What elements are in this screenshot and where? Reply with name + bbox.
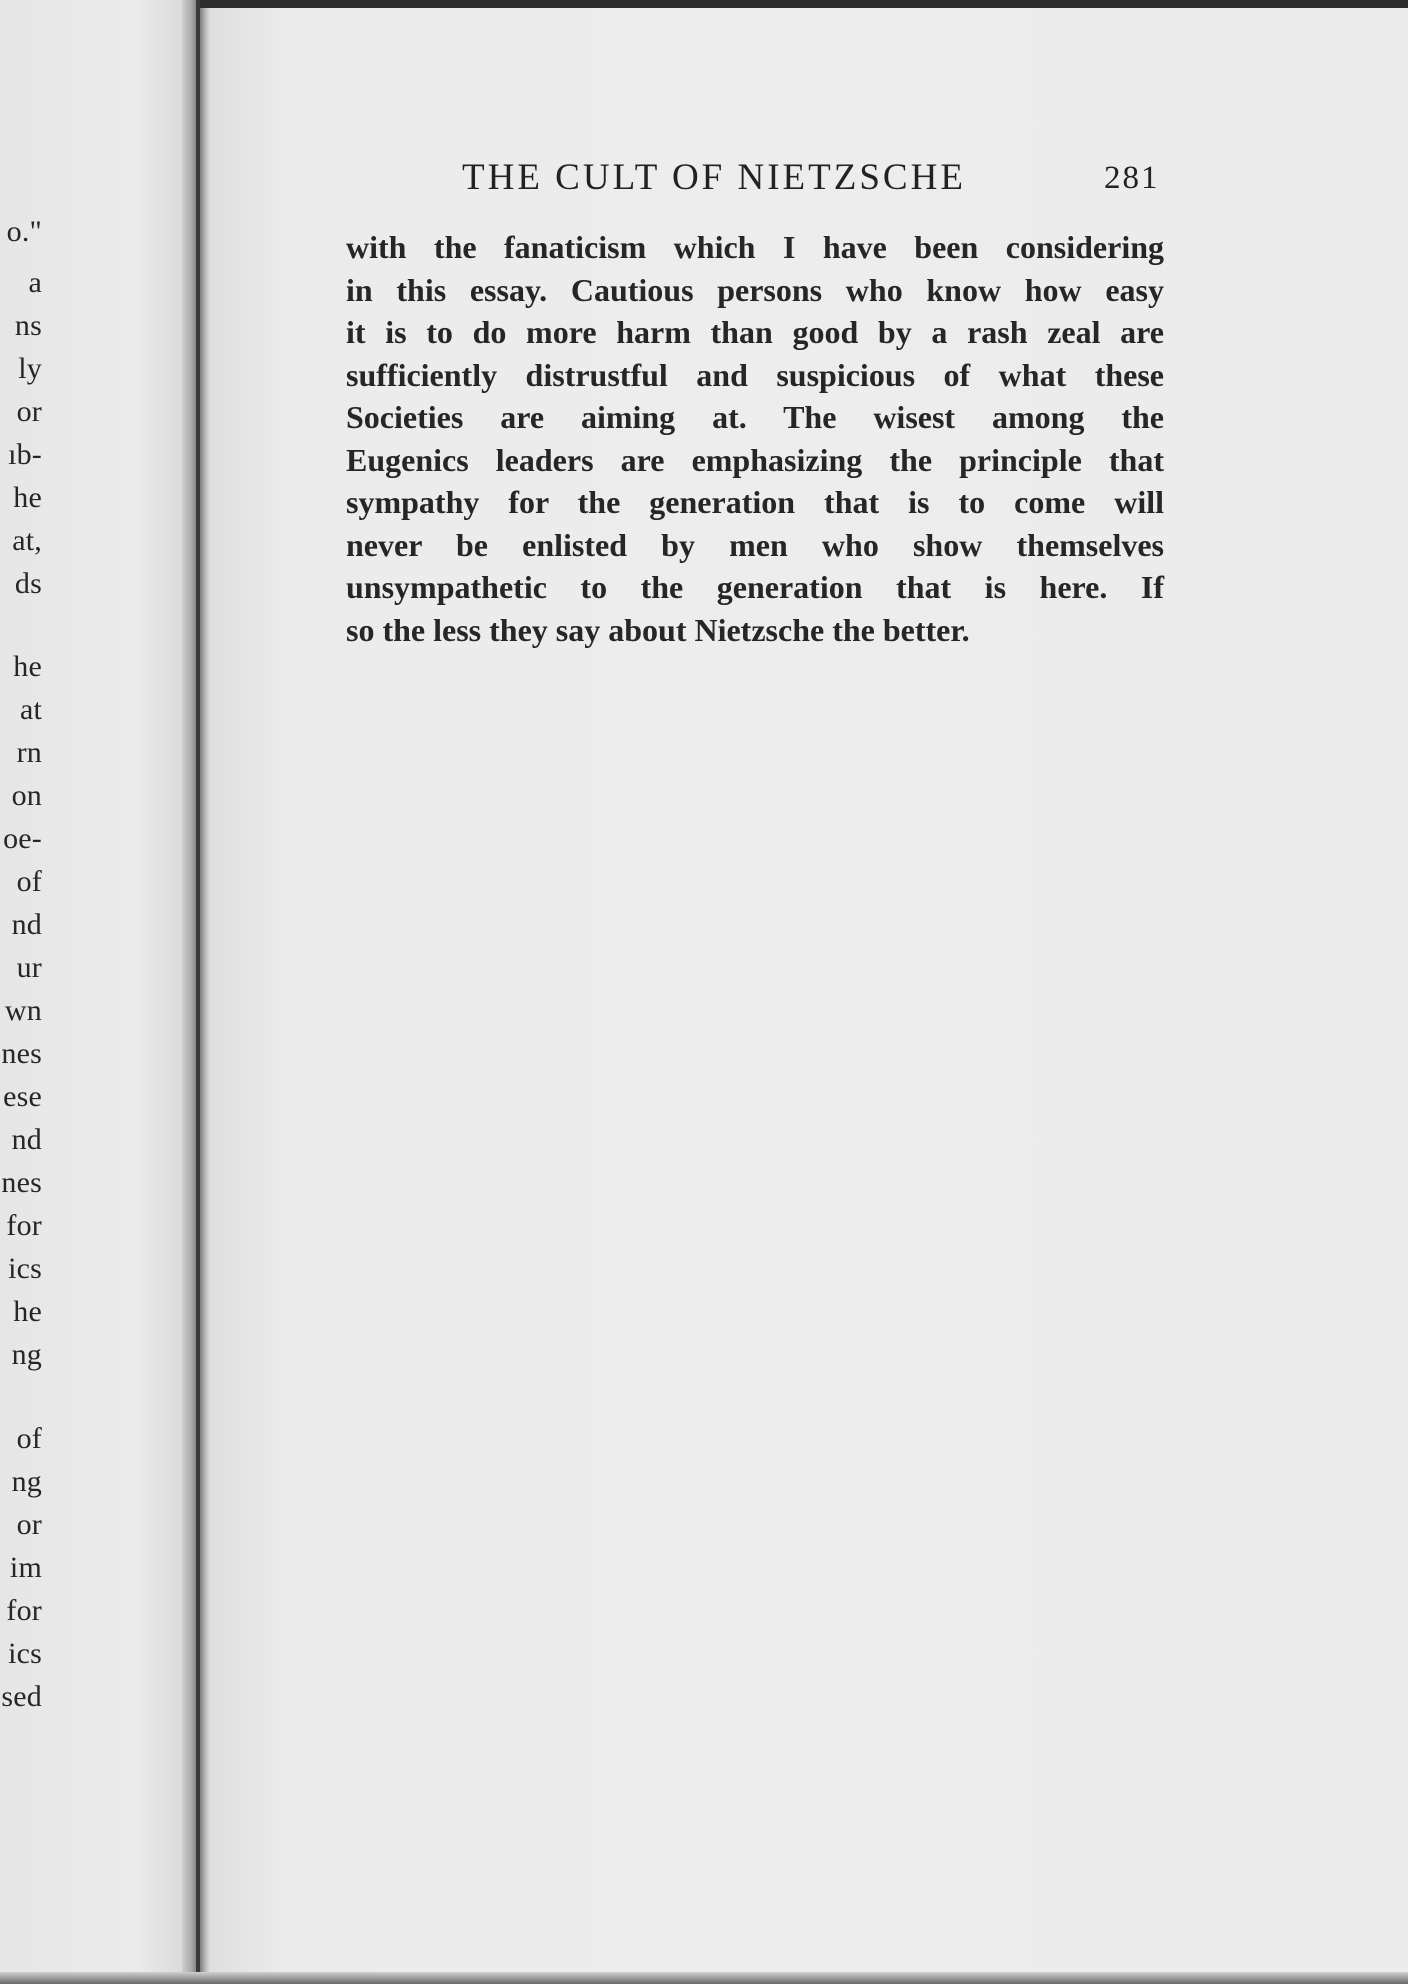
left-page-fragment: ds xyxy=(14,567,42,600)
text-line: Eugenics leaders are emphasizing the principle that xyxy=(346,441,1164,478)
scan-bottom-edge xyxy=(0,1972,1408,1984)
text-line: with the fanaticism which I have been considering xyxy=(346,229,1164,265)
left-page-fragment: or xyxy=(16,395,42,428)
left-page-fragment: a xyxy=(28,266,42,299)
left-page-fragment: at, xyxy=(12,524,42,557)
left-page-fragment: ese xyxy=(3,1080,42,1113)
left-page-fragment: nd xyxy=(11,908,42,941)
left-page-fragment: im xyxy=(9,1551,42,1584)
body-paragraph xyxy=(346,226,1164,651)
left-page-fragment: of xyxy=(16,1422,42,1455)
left-page-fragment: ly xyxy=(18,352,42,385)
left-page-fragment: ıb- xyxy=(8,438,42,471)
left-page-fragment: rn xyxy=(16,736,42,769)
text-line: Societies are aiming at. The wisest among the xyxy=(346,399,1164,435)
left-page-fragment: ng xyxy=(11,1465,42,1498)
text-line: it is to do more harm than good by a rash zeal are xyxy=(346,314,1164,350)
left-page-fragment: or xyxy=(16,1508,42,1541)
left-page-fragment: ur xyxy=(16,951,42,984)
left-page-fragment: he xyxy=(13,650,42,683)
page-number: 281 xyxy=(1104,160,1160,196)
spine-shadow xyxy=(196,0,200,1984)
left-page-fragment: oe- xyxy=(3,822,42,855)
left-page-fragment: of xyxy=(16,865,42,898)
text-line: unsympathetic to the generation that is here. If xyxy=(346,569,1164,605)
text-line: never be enlisted by men who show themselves xyxy=(346,526,1164,563)
left-page-fragment: nes xyxy=(1,1037,42,1070)
left-page-fragment: on xyxy=(11,779,42,812)
left-page-fragment: wn xyxy=(4,994,42,1027)
left-page-fragment: he xyxy=(13,1295,42,1328)
left-page-fragment: o." xyxy=(6,215,42,248)
text-line: sufficiently distrustful and suspicious of what these xyxy=(346,356,1164,393)
left-page-fragment: nes xyxy=(1,1166,42,1199)
left-page-fragment: for xyxy=(6,1209,42,1242)
scan-top-edge xyxy=(200,0,1408,8)
text-line: in this essay. Cautious persons who know how easy xyxy=(346,271,1164,308)
running-head: THE CULT OF NIETZSCHE xyxy=(462,157,966,198)
left-page-fragment: at xyxy=(19,693,42,726)
previous-page-edge xyxy=(0,0,190,1984)
left-page-fragment: for xyxy=(6,1594,42,1627)
text-line: so the less they say about Nietzsche the better. xyxy=(346,611,970,648)
left-page-fragment: ics xyxy=(8,1252,42,1285)
text-line: sympathy for the generation that is to come will xyxy=(346,484,1164,520)
left-page-fragment: nd xyxy=(11,1123,42,1156)
left-page-fragment: he xyxy=(13,481,42,514)
left-page-fragment: ng xyxy=(11,1338,42,1371)
left-page-fragment: sed xyxy=(1,1680,42,1713)
left-page-fragment: ns xyxy=(14,309,42,342)
left-page-fragment: ics xyxy=(8,1637,42,1670)
